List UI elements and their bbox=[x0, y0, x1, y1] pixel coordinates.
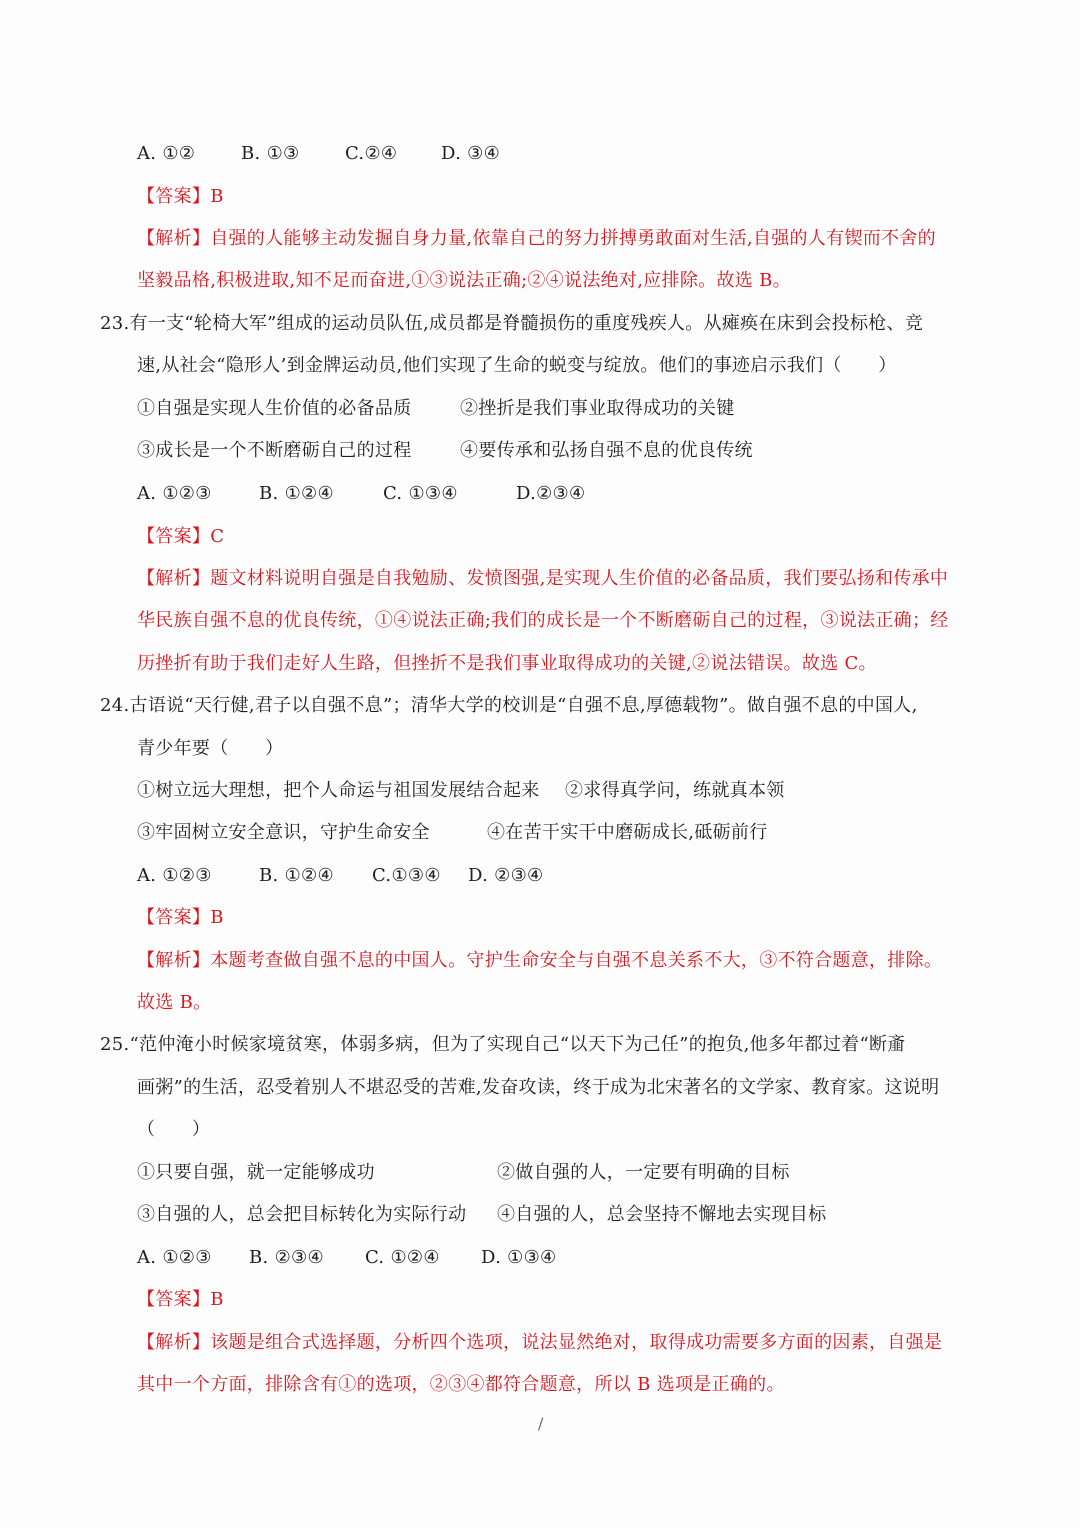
q24-statement-4: ④在苦干实干中磨砺成长,砥砺前行 bbox=[487, 822, 768, 843]
q23-option-c: C. ①③④ bbox=[383, 483, 458, 504]
q24-option-b: B. ①②④ bbox=[259, 865, 334, 886]
q22-option-a: A. ①② bbox=[137, 143, 196, 164]
q23-statements-row-2 bbox=[137, 438, 753, 464]
q25-statement-1: ①只要自强，就一定能够成功 bbox=[137, 1162, 375, 1183]
q25-options bbox=[137, 1245, 556, 1271]
q24-stem-line-1: 24.古语说“天行健,君子以自强不息”；清华大学的校训是“自强不息,厚德载物”。做自强不息的中国人, bbox=[100, 695, 918, 716]
page-number-mark: / bbox=[538, 1414, 544, 1433]
q24-stem-line-2: 青少年要（ ） bbox=[137, 738, 284, 759]
q24-statement-1: ①树立远大理想，把个人命运与祖国发展结合起来 bbox=[137, 780, 540, 801]
q22-analysis-line-1: 【解析】自强的人能够主动发掘自身力量,依靠自己的努力拼搏勇敢面对生活,自强的人有锲而不舍的 bbox=[137, 228, 936, 249]
q25-stem-line-2: 画粥”的生活，忍受着别人不堪忍受的苦难,发奋攻读，终于成为北宋著名的文学家、教育家。这说明 bbox=[137, 1077, 940, 1098]
q25-option-c: C. ①②④ bbox=[365, 1247, 440, 1268]
q23-option-d: D.②③④ bbox=[516, 483, 586, 504]
q25-statement-4: ④自强的人，总会坚持不懈地去实现目标 bbox=[497, 1204, 827, 1225]
q24-statement-2: ②求得真学问，练就真本领 bbox=[565, 780, 785, 801]
q23-statements-row-1 bbox=[137, 396, 735, 422]
q23-option-b: B. ①②④ bbox=[259, 483, 334, 504]
q23-stem-line-2: 速,从社会“隐形人’到金牌运动员,他们实现了生命的蜕变与绽放。他们的事迹启示我们（ ） bbox=[137, 355, 897, 376]
q24-statements-row-1 bbox=[137, 778, 785, 804]
q24-analysis-line-1: 【解析】本题考查做自强不息的中国人。守护生命安全与自强不息关系不大，③不符合题意，排除。 bbox=[137, 950, 943, 971]
q25-option-b: B. ②③④ bbox=[249, 1247, 324, 1268]
q22-options bbox=[137, 141, 500, 167]
q24-option-a: A. ①②③ bbox=[137, 865, 212, 886]
q24-option-c: C.①③④ bbox=[372, 865, 441, 886]
q23-analysis-line-3: 历挫折有助于我们走好人生路，但挫折不是我们事业取得成功的关键,②说法错误。故选 C。 bbox=[137, 653, 877, 674]
q23-statement-3: ③成长是一个不断磨砺自己的过程 bbox=[137, 440, 412, 461]
q25-statements-row-2 bbox=[137, 1202, 826, 1228]
q22-option-b: B. ①③ bbox=[241, 143, 300, 164]
q23-analysis-line-1: 【解析】题文材料说明自强是自我勉励、发愤图强,是实现人生价值的必备品质，我们要弘扬和传承中 bbox=[137, 568, 949, 589]
q25-statement-2: ②做自强的人，一定要有明确的目标 bbox=[497, 1162, 790, 1183]
q25-analysis-line-2: 其中一个方面，排除含有①的选项，②③④都符合题意，所以 B 选项是正确的。 bbox=[137, 1374, 785, 1395]
q24-statement-3: ③牢固树立安全意识，守护生命安全 bbox=[137, 822, 430, 843]
q24-statements-row-2 bbox=[137, 820, 768, 846]
q25-analysis-line-1: 【解析】该题是组合式选择题，分析四个选项，说法显然绝对，取得成功需要多方面的因素，自强是 bbox=[137, 1332, 943, 1353]
q22-analysis-line-2: 坚毅品格,积极进取,知不足而奋进,①③说法正确;②④说法绝对,应排除。故选 B。 bbox=[137, 270, 791, 291]
q25-option-d: D. ①③④ bbox=[481, 1247, 557, 1268]
q25-statement-3: ③自强的人，总会把目标转化为实际行动 bbox=[137, 1204, 467, 1225]
q25-statements-row-1 bbox=[137, 1160, 790, 1186]
q24-options bbox=[137, 863, 543, 889]
q23-statement-1: ①自强是实现人生价值的必备品质 bbox=[137, 398, 412, 419]
q23-statement-4: ④要传承和弘扬自强不息的优良传统 bbox=[460, 440, 753, 461]
q23-statement-2: ②挫折是我们事业取得成功的关键 bbox=[460, 398, 735, 419]
q24-option-d: D. ②③④ bbox=[468, 865, 544, 886]
q25-answer: 【答案】B bbox=[137, 1289, 224, 1310]
q22-option-d: D. ③④ bbox=[441, 143, 501, 164]
q23-option-a: A. ①②③ bbox=[137, 483, 212, 504]
q25-stem-line-1: 25.“范仲淹小时候家境贫寒，体弱多病，但为了实现自己“以天下为己任”的抱负,他多年都过着“断齑 bbox=[100, 1034, 906, 1055]
q22-option-c: C.②④ bbox=[345, 143, 398, 164]
q25-option-a: A. ①②③ bbox=[137, 1247, 212, 1268]
q23-analysis-line-2: 华民族自强不息的优良传统，①④说法正确;我们的成长是一个不断磨砺自己的过程，③说法正确；经 bbox=[137, 610, 949, 631]
q25-stem-line-3: （ ） bbox=[137, 1119, 211, 1140]
q23-stem-line-1: 23.有一支“轮椅大军”组成的运动员队伍,成员都是脊髓损伤的重度残疾人。从瘫痪在床到会投标枪、竞 bbox=[100, 313, 924, 334]
q23-answer: 【答案】C bbox=[137, 526, 225, 547]
q23-options bbox=[137, 481, 585, 507]
q24-answer: 【答案】B bbox=[137, 907, 224, 928]
q22-answer: 【答案】B bbox=[137, 186, 224, 207]
q24-analysis-line-2: 故选 B。 bbox=[137, 992, 212, 1013]
